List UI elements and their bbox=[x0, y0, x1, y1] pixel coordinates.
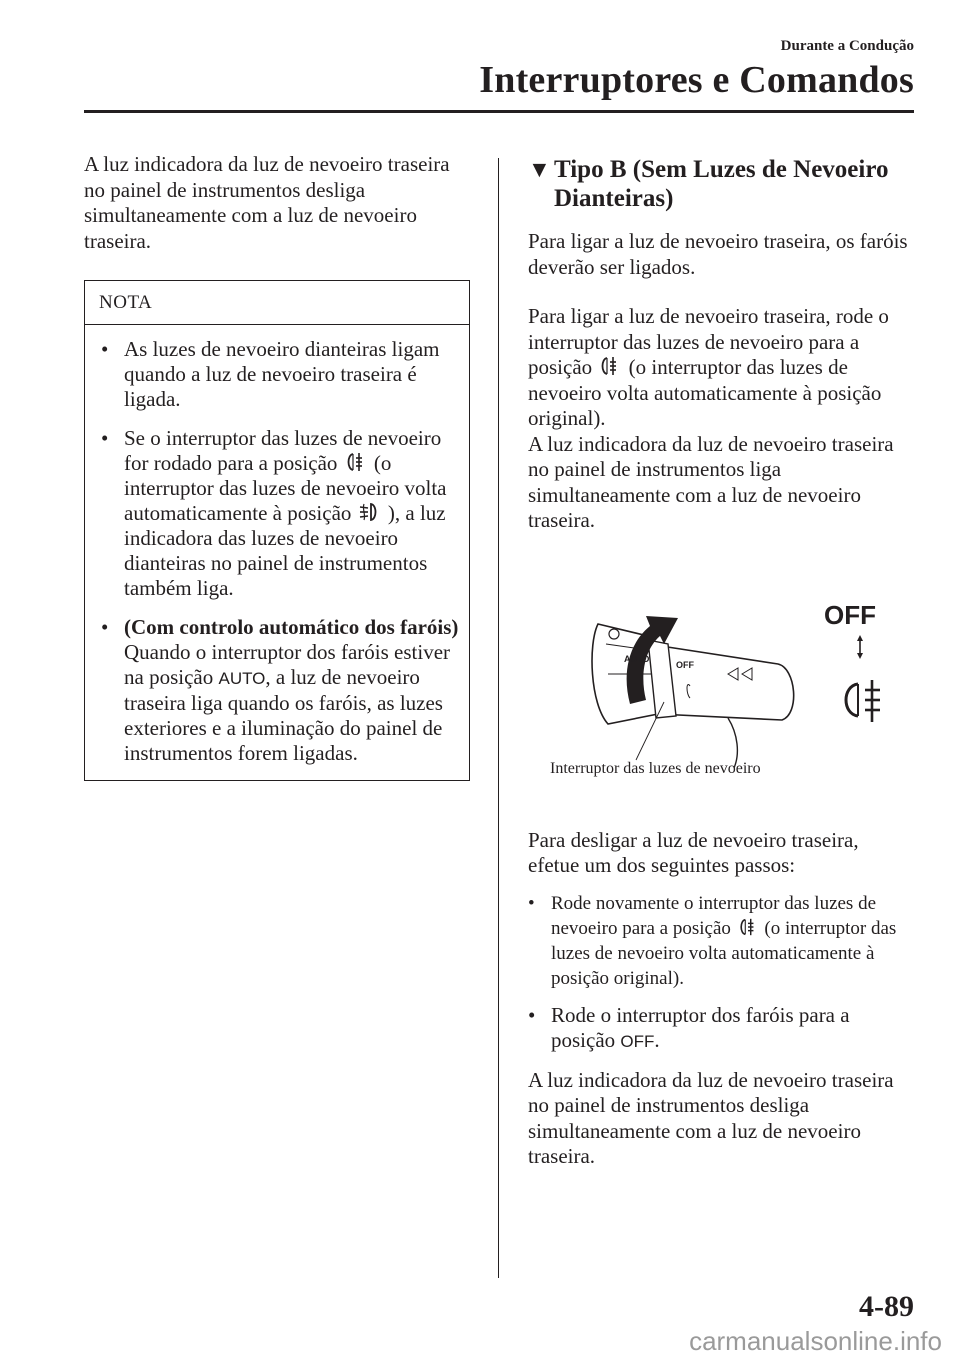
bullet-text bbox=[551, 891, 914, 991]
watermark: carmanualsonline.info bbox=[689, 1326, 942, 1356]
auto-label: AUTO bbox=[218, 669, 266, 688]
note-text: (o interruptor das luzes de nevoeiro volta automaticamente à posição bbox=[124, 451, 447, 525]
bullet-dot: • bbox=[528, 1002, 536, 1027]
rear-fog-icon bbox=[343, 451, 369, 473]
bullet-dot: • bbox=[528, 892, 535, 914]
paragraph-text: (o interruptor das luzes de nevoeiro volta automaticamente à posição original). bbox=[528, 355, 882, 430]
bullet-dot: • bbox=[101, 426, 109, 450]
rear-fog-icon bbox=[736, 917, 760, 937]
bullet-text-part: Rode o interruptor dos faróis para a posição bbox=[551, 1002, 850, 1052]
bullet-text bbox=[551, 1003, 914, 1054]
paragraph-3: A luz indicadora da luz de nevoeiro traseira no painel de instrumentos liga simultaneamente com a luz de nevoeiro traseira. bbox=[528, 431, 894, 532]
sub-heading bbox=[528, 155, 914, 213]
note-text: Quando o interruptor dos faróis estiver na posição bbox=[124, 640, 451, 689]
off-position-label: OFF bbox=[824, 599, 876, 630]
note-bullet-text bbox=[124, 615, 459, 766]
figure-caption: Interruptor das luzes de nevoeiro bbox=[550, 759, 761, 777]
note-box bbox=[84, 280, 470, 781]
note-bullet-text: As luzes de nevoeiro dianteiras ligam quando a luz de nevoeiro traseira é ligada. bbox=[124, 337, 440, 411]
note-title: NOTA bbox=[85, 281, 469, 325]
front-fog-icon bbox=[357, 501, 383, 523]
note-text: , a luz de nevoeiro traseira liga quando os faróis, as luzes exteriores e a iluminação do painel de instrumentos forem ligadas. bbox=[124, 665, 443, 765]
note-bullet-text bbox=[124, 426, 459, 601]
off-bullet-2 bbox=[528, 1003, 914, 1054]
stalk-off-text: OFF bbox=[676, 659, 694, 670]
paragraph-1: Para ligar a luz de nevoeiro traseira, os faróis deverão ser ligados. bbox=[528, 229, 908, 279]
rear-fog-symbol-large bbox=[846, 680, 880, 722]
note-text: Se o interruptor das luzes de nevoeiro for rodado para a posição bbox=[124, 426, 442, 475]
bullet-text-part: . bbox=[654, 1027, 660, 1052]
note-bold-text: (Com controlo automático dos faróis) bbox=[124, 615, 459, 639]
page-number: 4-89 bbox=[859, 1290, 914, 1323]
fog-switch-figure bbox=[528, 564, 914, 794]
header-rule bbox=[84, 110, 914, 113]
stalk-auto-text: AUTO bbox=[624, 653, 650, 664]
note-bullet-1 bbox=[101, 337, 459, 412]
triangle-marker: ▼ bbox=[528, 157, 551, 182]
note-body bbox=[85, 325, 469, 780]
paragraph-2 bbox=[528, 304, 914, 432]
bullet-dot: • bbox=[101, 615, 109, 639]
bullet-dot: • bbox=[101, 337, 109, 361]
column-divider bbox=[498, 158, 499, 1278]
section-small-title: Durante a Condução bbox=[780, 38, 914, 54]
intro-paragraph: A luz indicadora da luz de nevoeiro traseira no painel de instrumentos desliga simultaneamente com a luz de nevoeiro traseira. bbox=[84, 152, 450, 253]
paragraph-text: Para ligar a luz de nevoeiro traseira, rode o interruptor das luzes de nevoeiro para a posição bbox=[528, 304, 889, 379]
note-bullet-3 bbox=[101, 615, 459, 766]
off-label: OFF bbox=[620, 1031, 655, 1051]
paragraph-5: A luz indicadora da luz de nevoeiro traseira no painel de instrumentos desliga simultaneamente com a luz de nevoeiro traseira. bbox=[528, 1067, 894, 1168]
paragraph-4: Para desligar a luz de nevoeiro traseira, efetue um dos seguintes passos: bbox=[528, 827, 859, 877]
bullet-text-part: (o interruptor das luzes de nevoeiro volta automaticamente à posição original). bbox=[551, 917, 897, 989]
note-text: ), a luz indicadora das luzes de nevoeiro dianteiras no painel de instrumentos também liga. bbox=[124, 501, 446, 600]
section-title: Interruptores e Comandos bbox=[479, 59, 914, 101]
left-column bbox=[84, 152, 470, 781]
sub-heading-text: Tipo B (Sem Luzes de Nevoeiro Dianteiras) bbox=[554, 156, 889, 212]
note-bullet-2 bbox=[101, 426, 459, 601]
off-bullet-1 bbox=[528, 891, 914, 991]
bullet-text-part: Rode novamente o interruptor das luzes de nevoeiro para a posição bbox=[551, 892, 877, 939]
right-column bbox=[528, 155, 914, 1170]
rear-fog-icon bbox=[597, 355, 623, 377]
